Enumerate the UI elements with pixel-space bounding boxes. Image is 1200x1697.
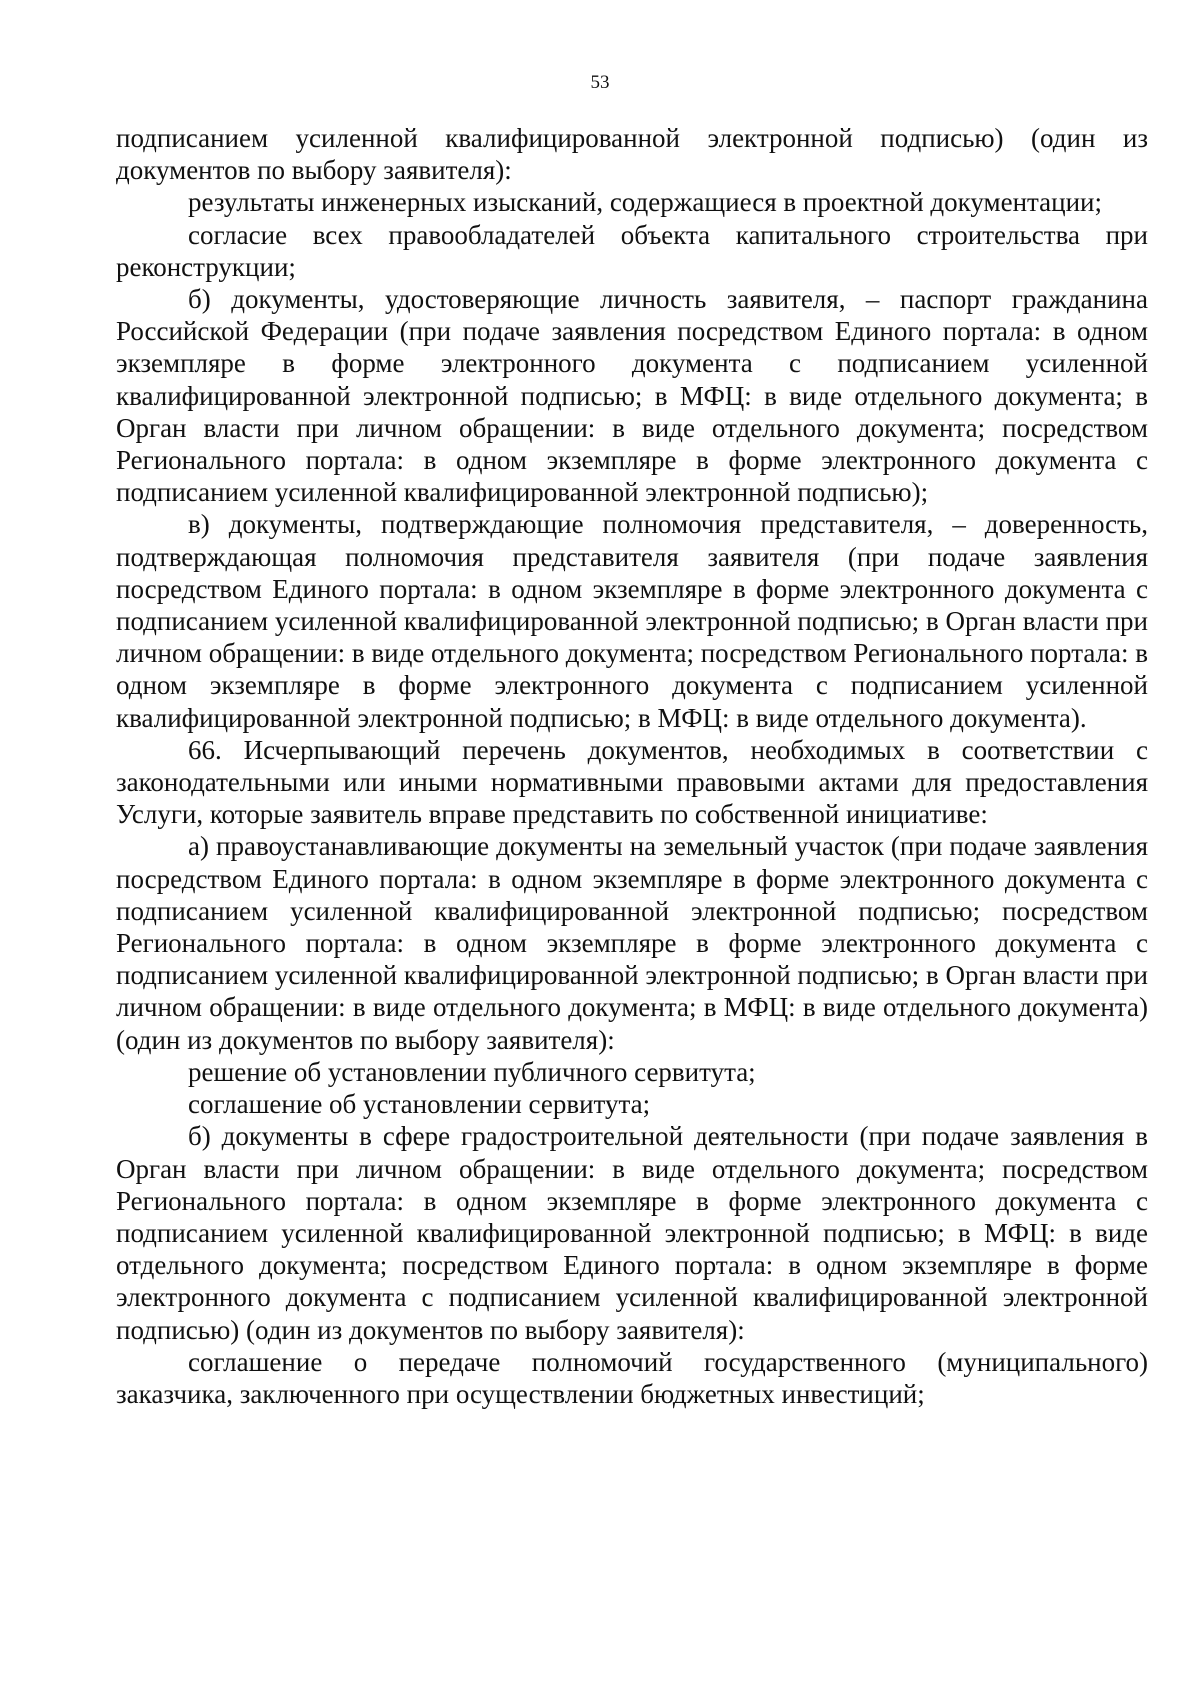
paragraph: 66. Исчерпывающий перечень документов, необходимых в соответствии с законодательными или иными нормативными правовыми актами для предоставления Услуги, которые заявитель вправе представить по собственной инициативе: [116, 734, 1148, 830]
paragraph: в) документы, подтверждающие полномочия представителя, – доверенность, подтверждающая полномочия представителя заявителя (при подаче заявления посредством Единого портала: в одном экземпляре в форме электронного документа с подписанием усиленной квалифицированной электронной подписью; в Орган власти при личном обращении: в виде отдельного документа; посредством Регионального портала: в одном экземпляре в форме электронного документа с подписанием усиленной квалифицированной электронной подписью; в МФЦ: в виде отдельного документа). [116, 509, 1148, 733]
page-number: 53 [590, 72, 610, 93]
paragraph: б) документы в сфере градостроительной деятельности (при подаче заявления в Орган власти при личном обращении: в виде отдельного документа; посредством Регионального портала: в одном экземпляре в форме электронного документа с подписанием усиленной квалифицированной электронной подписью; в МФЦ: в виде отдельного документа; посредством Единого портала: в одном экземпляре в форме электронного документа с подписанием усиленной квалифицированной электронной подписью) (один из документов по выбору заявителя): [116, 1121, 1148, 1345]
paragraph: б) документы, удостоверяющие личность заявителя, – паспорт гражданина Российской Федерации (при подаче заявления посредством Единого портала: в одном экземпляре в форме электронного документа с подписанием усиленной квалифицированной электронной подписью; в МФЦ: в виде отдельного документа; в Орган власти при личном обращении: в виде отдельного документа; посредством Регионального портала: в одном экземпляре в форме электронного документа с подписанием усиленной квалифицированной электронной подписью); [116, 284, 1148, 508]
paragraph: а) правоустанавливающие документы на земельный участок (при подаче заявления посредством Единого портала: в одном экземпляре в форме электронного документа с подписанием усиленной квалифицированной электронной подписью; посредством Регионального портала: в одном экземпляре в форме электронного документа с подписанием усиленной квалифицированной электронной подписью; в Орган власти при личном обращении: в виде отдельного документа; в МФЦ: в виде отдельного документа) (один из документов по выбору заявителя): [116, 831, 1148, 1055]
paragraph: соглашение о передаче полномочий государственного (муниципального) заказчика, заключенного при осуществлении бюджетных инвестиций; [116, 1346, 1148, 1409]
paragraph: результаты инженерных изысканий, содержащиеся в проектной документации; [188, 187, 1103, 218]
document-body [116, 122, 1148, 1410]
paragraph: подписанием усиленной квалифицированной электронной подписью) (один из документов по выбору заявителя): [116, 123, 1148, 186]
paragraph: решение об установлении публичного сервитута; [188, 1056, 756, 1087]
paragraph: согласие всех правообладателей объекта капитального строительства при реконструкции; [116, 219, 1148, 282]
paragraph: соглашение об установлении сервитута; [188, 1089, 651, 1120]
